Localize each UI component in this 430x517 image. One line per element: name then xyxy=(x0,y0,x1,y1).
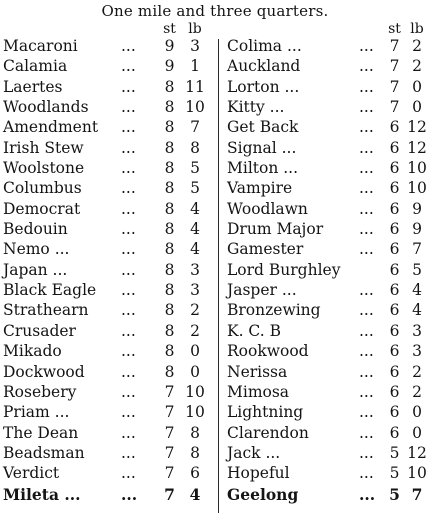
left-st-value: 9 xyxy=(164,37,175,55)
right-lb-value: 9 xyxy=(412,199,422,218)
right-st-value: 6 xyxy=(389,362,400,381)
right-st-value: 5 xyxy=(389,443,400,462)
left-leader-dots: ... xyxy=(121,220,136,239)
table-row xyxy=(0,383,430,403)
right-lb-value: 2 xyxy=(412,362,422,381)
left-leader-dots: ... xyxy=(121,98,136,117)
right-st-value: 7 xyxy=(389,57,400,76)
table-row xyxy=(0,342,430,362)
right-horse-name: Woodlawn xyxy=(227,199,308,218)
left-horse-name: Bedouin xyxy=(3,220,68,239)
right-st-value: 6 xyxy=(389,220,400,239)
left-horse-name: Laertes xyxy=(3,77,63,96)
right-leader-dots: ... xyxy=(359,321,374,340)
right-leader-dots: ... xyxy=(359,382,374,401)
left-st-value: 9 xyxy=(164,57,175,76)
left-st-value: 8 xyxy=(164,220,175,239)
right-leader-dots: ... xyxy=(359,37,374,55)
right-leader-dots: ... xyxy=(359,464,374,483)
left-leader-dots: ... xyxy=(121,77,136,96)
left-lb-value: 8 xyxy=(190,138,200,157)
right-horse-name: Geelong xyxy=(227,484,299,504)
right-st-value: 7 xyxy=(389,37,400,55)
left-lb-value: 10 xyxy=(185,98,205,117)
table-row xyxy=(0,485,430,505)
left-horse-name: Strathearn xyxy=(3,301,89,320)
left-st-value: 8 xyxy=(164,321,175,340)
right-leader-dots: ... xyxy=(359,240,374,259)
left-leader-dots: ... xyxy=(121,423,136,442)
left-st-value: 8 xyxy=(164,159,175,178)
left-lb-value: 4 xyxy=(190,199,200,218)
right-horse-name: Nerissa xyxy=(227,362,288,381)
right-leader-dots: ... xyxy=(359,77,374,96)
table-row xyxy=(0,159,430,179)
left-lb-value: 5 xyxy=(190,159,200,178)
table-row xyxy=(0,220,430,240)
st-header-right: st xyxy=(388,21,401,37)
left-lb-value: 3 xyxy=(190,260,200,279)
table-row xyxy=(0,139,430,159)
right-st-value: 6 xyxy=(389,301,400,320)
st-header-left: st xyxy=(163,21,176,37)
right-horse-name: Lightning xyxy=(227,403,304,422)
left-st-value: 7 xyxy=(164,382,175,401)
left-lb-value: 3 xyxy=(190,281,200,300)
table-row xyxy=(0,98,430,118)
left-lb-value: 1 xyxy=(190,57,200,76)
left-lb-value: 3 xyxy=(190,37,200,55)
right-st-value: 6 xyxy=(389,118,400,137)
left-horse-name: Mikado xyxy=(3,342,62,361)
left-horse-name: Macaroni xyxy=(3,37,78,55)
left-horse-name: Columbus xyxy=(3,179,82,198)
right-leader-dots: ... xyxy=(359,301,374,320)
left-lb-value: 0 xyxy=(190,342,200,361)
left-lb-value: 2 xyxy=(190,321,200,340)
right-leader-dots: ... xyxy=(359,281,374,300)
right-horse-name: Gamester xyxy=(227,240,304,259)
right-horse-name: Jack ... xyxy=(227,443,281,462)
left-horse-name: Democrat xyxy=(3,199,81,218)
left-horse-name: Nemo ... xyxy=(3,240,70,259)
left-horse-name: Irish Stew xyxy=(3,138,84,157)
left-horse-name: Priam ... xyxy=(3,403,70,422)
right-leader-dots: ... xyxy=(359,342,374,361)
page-title: One mile and three quarters. xyxy=(101,2,329,20)
left-horse-name: Mileta ... xyxy=(3,484,81,504)
right-st-value: 6 xyxy=(389,321,400,340)
left-st-value: 8 xyxy=(164,179,175,198)
left-lb-value: 2 xyxy=(190,301,200,320)
lb-header-left: lb xyxy=(188,21,202,37)
right-lb-value: 3 xyxy=(412,321,422,340)
right-st-value: 5 xyxy=(389,464,400,483)
table-row xyxy=(0,118,430,138)
right-horse-name: Colima ... xyxy=(227,37,302,55)
left-horse-name: Woolstone xyxy=(3,159,85,178)
left-lb-value: 8 xyxy=(190,423,200,442)
right-lb-value: 10 xyxy=(407,159,427,178)
right-st-value: 6 xyxy=(389,403,400,422)
right-lb-value: 5 xyxy=(412,260,422,279)
left-leader-dots: ... xyxy=(121,301,136,320)
right-st-value: 6 xyxy=(389,281,400,300)
right-leader-dots: ... xyxy=(359,98,374,117)
right-lb-value: 12 xyxy=(407,138,427,157)
right-lb-value: 0 xyxy=(412,403,422,422)
left-st-value: 8 xyxy=(164,138,175,157)
left-st-value: 8 xyxy=(164,281,175,300)
left-leader-dots: ... xyxy=(121,260,136,279)
right-leader-dots: ... xyxy=(359,159,374,178)
right-horse-name: Bronzewing xyxy=(227,301,321,320)
left-leader-dots: ... xyxy=(121,199,136,218)
right-st-value: 6 xyxy=(389,179,400,198)
right-lb-value: 7 xyxy=(412,240,422,259)
left-st-value: 8 xyxy=(164,77,175,96)
left-horse-name: Beadsman xyxy=(3,443,85,462)
left-leader-dots: ... xyxy=(121,138,136,157)
right-leader-dots: ... xyxy=(359,118,374,137)
right-st-value: 6 xyxy=(389,240,400,259)
table-row xyxy=(0,179,430,199)
table-row xyxy=(0,57,430,77)
table-row xyxy=(0,301,430,321)
left-leader-dots: ... xyxy=(121,484,138,504)
left-st-value: 8 xyxy=(164,362,175,381)
left-lb-value: 10 xyxy=(185,382,205,401)
right-horse-name: Lord Burghley xyxy=(227,260,341,279)
right-leader-dots: ... xyxy=(359,362,374,381)
left-leader-dots: ... xyxy=(121,443,136,462)
right-st-value: 6 xyxy=(389,423,400,442)
table-row xyxy=(0,444,430,464)
table-row xyxy=(0,424,430,444)
table-row xyxy=(0,37,430,57)
left-lb-value: 4 xyxy=(190,240,200,259)
table-row xyxy=(0,403,430,423)
right-st-value: 6 xyxy=(389,342,400,361)
right-horse-name: Clarendon xyxy=(227,423,309,442)
left-horse-name: The Dean xyxy=(3,423,79,442)
right-lb-value: 9 xyxy=(412,220,422,239)
left-lb-value: 4 xyxy=(190,220,200,239)
left-leader-dots: ... xyxy=(121,118,136,137)
left-leader-dots: ... xyxy=(121,281,136,300)
right-lb-value: 0 xyxy=(412,77,422,96)
right-st-value: 7 xyxy=(389,98,400,117)
right-leader-dots: ... xyxy=(359,138,374,157)
right-horse-name: Rookwood xyxy=(227,342,309,361)
left-horse-name: Japan ... xyxy=(3,260,68,279)
right-lb-value: 2 xyxy=(412,57,422,76)
table-row xyxy=(0,322,430,342)
right-horse-name: Drum Major xyxy=(227,220,324,239)
table-row xyxy=(0,261,430,281)
left-leader-dots: ... xyxy=(121,321,136,340)
left-leader-dots: ... xyxy=(121,382,136,401)
right-lb-value: 7 xyxy=(411,484,423,504)
left-leader-dots: ... xyxy=(121,464,136,483)
right-horse-name: Lorton ... xyxy=(227,77,300,96)
right-horse-name: Get Back xyxy=(227,118,299,137)
right-st-value: 5 xyxy=(389,484,400,504)
left-horse-name: Black Eagle xyxy=(3,281,97,300)
right-leader-dots: ... xyxy=(359,179,374,198)
right-lb-value: 4 xyxy=(412,301,422,320)
right-horse-name: Auckland xyxy=(227,57,301,76)
right-horse-name: Hopeful xyxy=(227,464,290,483)
left-st-value: 8 xyxy=(164,240,175,259)
right-lb-value: 2 xyxy=(412,382,422,401)
right-leader-dots: ... xyxy=(359,220,374,239)
left-leader-dots: ... xyxy=(121,37,136,55)
right-leader-dots: ... xyxy=(359,423,374,442)
right-horse-name: Vampire xyxy=(227,179,293,198)
right-st-value: 6 xyxy=(389,138,400,157)
right-horse-name: K. C. B xyxy=(227,321,281,340)
weights-table xyxy=(0,37,430,505)
left-st-value: 7 xyxy=(164,484,175,504)
table-row xyxy=(0,464,430,484)
right-leader-dots: ... xyxy=(359,199,374,218)
right-lb-value: 0 xyxy=(412,423,422,442)
right-st-value: 6 xyxy=(389,260,400,279)
left-lb-value: 6 xyxy=(190,464,200,483)
left-st-value: 8 xyxy=(164,118,175,137)
left-st-value: 8 xyxy=(164,342,175,361)
left-leader-dots: ... xyxy=(121,57,136,76)
left-lb-value: 0 xyxy=(190,362,200,381)
left-horse-name: Dockwood xyxy=(3,362,85,381)
right-lb-value: 0 xyxy=(412,98,422,117)
left-leader-dots: ... xyxy=(121,342,136,361)
left-lb-value: 4 xyxy=(189,484,201,504)
left-horse-name: Verdict xyxy=(3,464,60,483)
left-horse-name: Amendment xyxy=(3,118,99,137)
right-lb-value: 12 xyxy=(407,118,427,137)
left-leader-dots: ... xyxy=(121,159,136,178)
left-st-value: 7 xyxy=(164,443,175,462)
right-horse-name: Jasper ... xyxy=(227,281,297,300)
right-leader-dots: ... xyxy=(359,403,374,422)
table-row xyxy=(0,363,430,383)
right-horse-name: Milton ... xyxy=(227,159,299,178)
right-horse-name: Signal ... xyxy=(227,138,297,157)
left-lb-value: 10 xyxy=(185,403,205,422)
right-st-value: 6 xyxy=(389,199,400,218)
left-lb-value: 5 xyxy=(190,179,200,198)
right-lb-value: 10 xyxy=(407,464,427,483)
left-leader-dots: ... xyxy=(121,179,136,198)
left-leader-dots: ... xyxy=(121,362,136,381)
right-lb-value: 4 xyxy=(412,281,422,300)
right-leader-dots: ... xyxy=(359,484,376,504)
right-horse-name: Kitty ... xyxy=(227,98,285,117)
right-lb-value: 12 xyxy=(407,443,427,462)
right-lb-value: 2 xyxy=(412,37,422,55)
left-horse-name: Woodlands xyxy=(3,98,89,117)
table-row xyxy=(0,78,430,98)
right-st-value: 7 xyxy=(389,77,400,96)
left-leader-dots: ... xyxy=(121,403,136,422)
left-leader-dots: ... xyxy=(121,240,136,259)
right-leader-dots: ... xyxy=(359,57,374,76)
right-lb-value: 10 xyxy=(407,179,427,198)
left-st-value: 8 xyxy=(164,301,175,320)
left-horse-name: Rosebery xyxy=(3,382,77,401)
left-horse-name: Crusader xyxy=(3,321,76,340)
left-st-value: 7 xyxy=(164,423,175,442)
right-leader-dots: ... xyxy=(359,443,374,462)
left-horse-name: Calamia xyxy=(3,57,68,76)
table-row xyxy=(0,240,430,260)
left-st-value: 7 xyxy=(164,403,175,422)
left-st-value: 8 xyxy=(164,260,175,279)
left-st-value: 8 xyxy=(164,199,175,218)
table-row xyxy=(0,200,430,220)
left-lb-value: 7 xyxy=(190,118,200,137)
left-lb-value: 11 xyxy=(185,77,205,96)
right-st-value: 6 xyxy=(389,382,400,401)
right-horse-name: Mimosa xyxy=(227,382,290,401)
lb-header-right: lb xyxy=(410,21,424,37)
table-row xyxy=(0,281,430,301)
left-st-value: 7 xyxy=(164,464,175,483)
right-st-value: 6 xyxy=(389,159,400,178)
right-lb-value: 3 xyxy=(412,342,422,361)
left-lb-value: 8 xyxy=(190,443,200,462)
left-st-value: 8 xyxy=(164,98,175,117)
